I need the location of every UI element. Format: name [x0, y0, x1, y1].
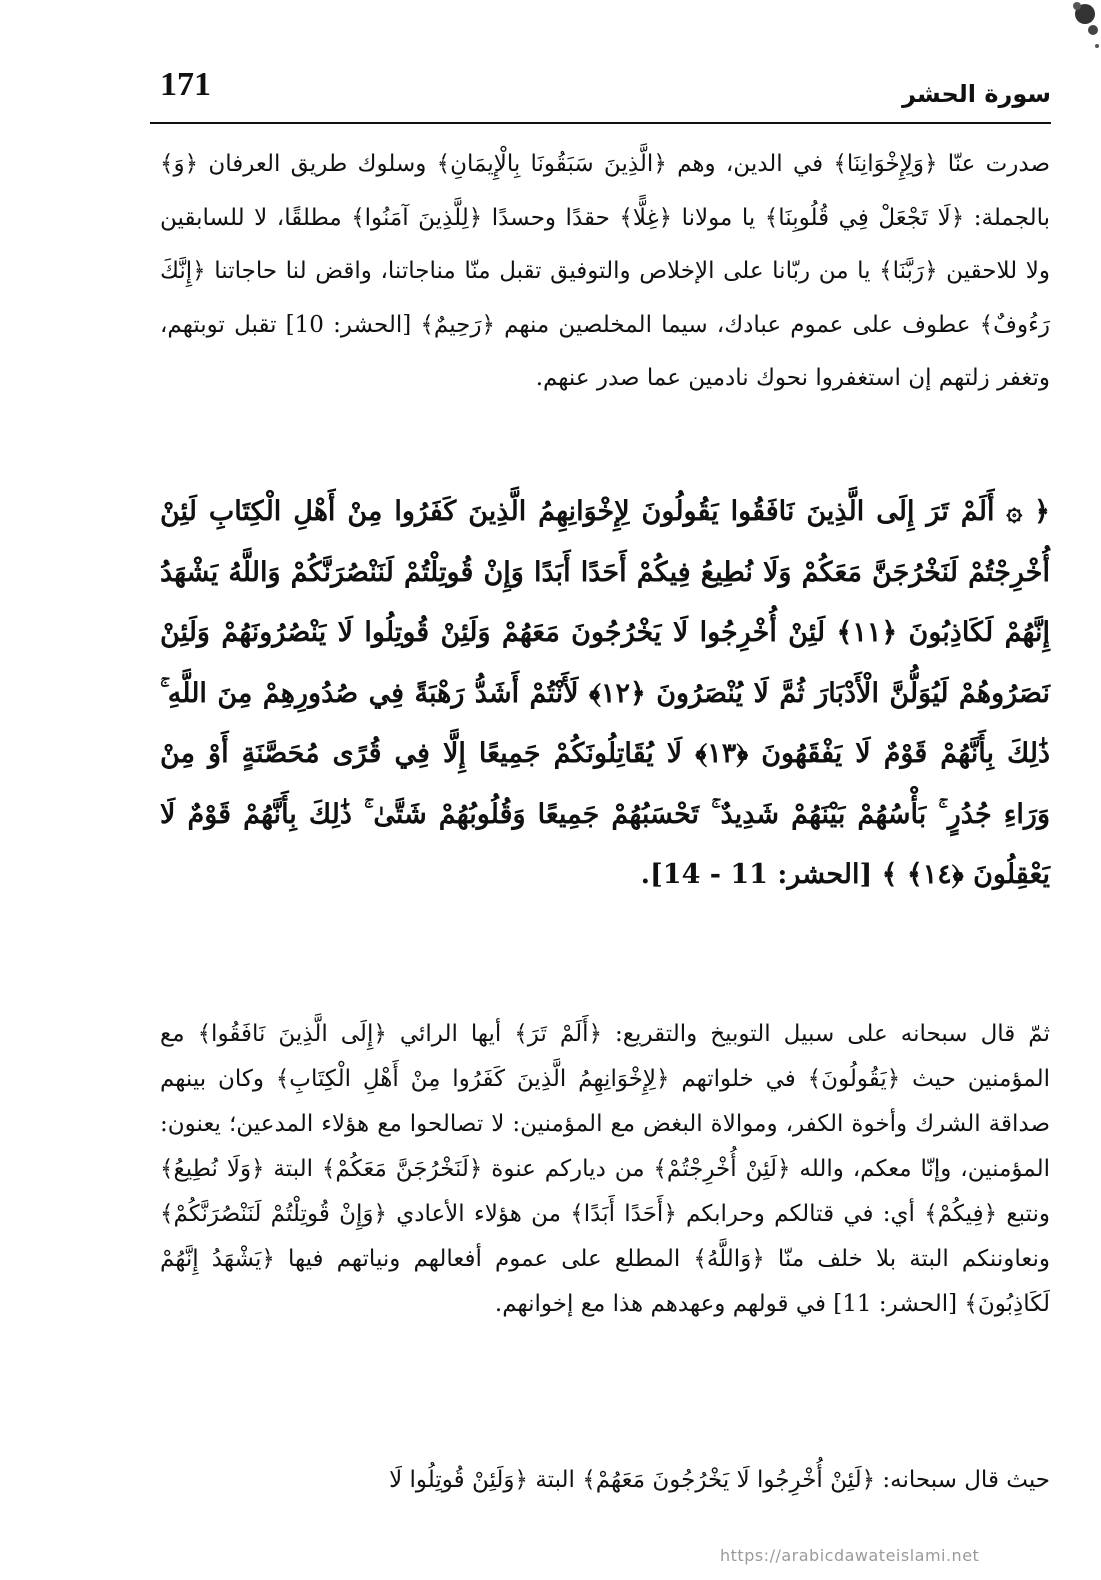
watermark-url: https://arabicdawateislami.net	[720, 1546, 980, 1565]
scan-smudge-decoration	[1041, 0, 1101, 60]
commentary-paragraph-1: صدرت عنّا ﴿وَلِإِخْوَانِنَا﴾ في الدين، وهم ﴿الَّذِينَ سَبَقُونَا بِالْإِيمَانِ﴾ وسلوك طريق العرفان ﴿وَ﴾ بالجملة: ﴿لَا تَجْعَلْ فِي قُلُوبِنَا﴾ يا مولانا ﴿غِلًّا﴾ حقدًا وحسدًا ﴿لِلَّذِينَ آمَنُوا﴾ مطلقًا، لا للسابقين ولا للاحقين ﴿رَبَّنَا﴾ يا من ربّانا على الإخلاص والتوفيق تقبل منّا مناجاتنا، واقض لنا حاجاتنا ﴿إِنَّكَ رَءُوفٌ﴾ عطوف على عموم عبادك، سيما المخلصين منهم ﴿رَحِيمٌ﴾ [الحشر: 10] تقبل توبتهم، وتغفر زلتهم إن استغفروا نحوك نادمين عما صدر عنهم.	[160, 151, 1051, 391]
commentary-paragraph-2: ثمّ قال سبحانه على سبيل التوبيخ والتقريع: ﴿أَلَمْ تَرَ﴾ أيها الرائي ﴿إِلَى الَّذِينَ نَافَقُوا﴾ مع المؤمنين حيث ﴿يَقُولُونَ﴾ في خلواتهم ﴿لِإِخْوَانِهِمُ الَّذِينَ كَفَرُوا مِنْ أَهْلِ الْكِتَابِ﴾ وكان بينهم صداقة الشرك وأخوة الكفر، وموالاة البغض مع المؤمنين: لا تصالحوا مع هؤلاء المدعين؛ يعنون: المؤمنين، وإنّا معكم، والله ﴿لَئِنْ أُخْرِجْتُمْ﴾ من دياركم عنوة ﴿لَنَخْرُجَنَّ مَعَكُمْ﴾ البتة ﴿وَلَا نُطِيعُ﴾ ونتبع ﴿فِيكُمْ﴾ أي: في قتالكم وحرابكم ﴿أَحَدًا أَبَدًا﴾ من هؤلاء الأعادي ﴿وَإِنْ قُوتِلْتُمْ لَنَنْصُرَنَّكُمْ﴾ ونعاوننكم البتة بلا خلف منّا ﴿وَاللَّهُ﴾ المطلع على عموم أفعالهم ونياتهم فيها ﴿يَشْهَدُ إِنَّهُمْ لَكَاذِبُونَ﴾ [الحشر: 11] في قولهم وعهدهم هذا مع إخوانهم.	[160, 1021, 1050, 1317]
commentary-paragraph-3: حيث قال سبحانه: ﴿لَئِنْ أُخْرِجُوا لَا يَخْرُجُونَ مَعَهُمْ﴾ البتة ﴿وَلَئِنْ قُوتِلُوا لَا	[389, 1467, 1050, 1493]
page-header	[150, 60, 1051, 124]
page-number: 171	[160, 66, 211, 103]
quran-verses-block: ﴿ ۞ أَلَمْ تَرَ إِلَى الَّذِينَ نَافَقُوا يَقُولُونَ لِإِخْوَانِهِمُ الَّذِينَ كَفَرُوا مِنْ أَهْلِ الْكِتَابِ لَئِنْ أُخْرِجْتُمْ لَنَخْرُجَنَّ مَعَكُمْ وَلَا نُطِيعُ فِيكُمْ أَحَدًا أَبَدًا وَإِنْ قُوتِلْتُمْ لَنَنْصُرَنَّكُمْ وَاللَّهُ يَشْهَدُ إِنَّهُمْ لَكَاذِبُونَ ﴿١١﴾ لَئِنْ أُخْرِجُوا لَا يَخْرُجُونَ مَعَهُمْ وَلَئِنْ قُوتِلُوا لَا يَنْصُرُونَهُمْ وَلَئِنْ نَصَرُوهُمْ لَيُوَلُّنَّ الْأَدْبَارَ ثُمَّ لَا يُنْصَرُونَ ﴿١٢﴾ لَأَنْتُمْ أَشَدُّ رَهْبَةً فِي صُدُورِهِمْ مِنَ اللَّهِ ۚ ذَٰلِكَ بِأَنَّهُمْ قَوْمٌ لَا يَفْقَهُونَ ﴿١٣﴾ لَا يُقَاتِلُونَكُمْ جَمِيعًا إِلَّا فِي قُرًى مُحَصَّنَةٍ أَوْ مِنْ وَرَاءِ جُدُرٍ ۚ بَأْسُهُمْ بَيْنَهُمْ شَدِيدٌ ۚ تَحْسَبُهُمْ جَمِيعًا وَقُلُوبُهُمْ شَتَّىٰ ۚ ذَٰلِكَ بِأَنَّهُمْ قَوْمٌ لَا يَعْقِلُونَ ﴿١٤﴾ ﴾ [الحشر: 11 - 14].	[160, 496, 1050, 890]
surah-title: سورة الحشر	[902, 80, 1051, 108]
